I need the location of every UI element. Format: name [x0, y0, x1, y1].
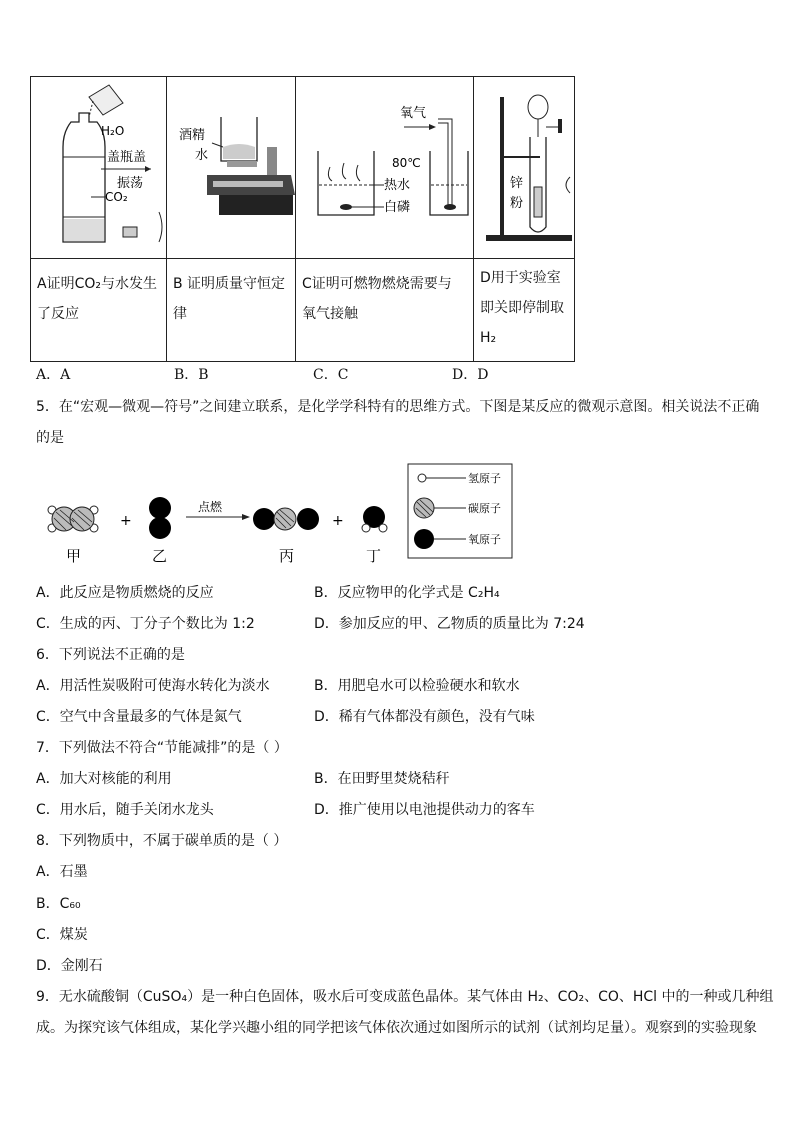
name-yi: 乙	[152, 547, 168, 565]
q4-figure-c	[296, 77, 474, 259]
q5-stem-line1: 5．在“宏观—微观—符号”之间建立联系，是化学学科特有的思维方式。下图是某反应的微观示意图。相关说法不正确	[36, 399, 760, 415]
hydrogen-generator-figure	[474, 77, 574, 254]
q6-option-d[interactable]: D．稀有气体都没有颜色，没有气味	[314, 709, 535, 725]
q4-figure-d	[474, 77, 575, 259]
q5-option-a[interactable]: A．此反应是物质燃烧的反应	[36, 585, 214, 601]
legend-oxygen: 氧原子	[468, 533, 501, 546]
q8-option-d[interactable]: D．金刚石	[36, 958, 103, 974]
label-white-phosphorus: 白磷	[384, 200, 411, 215]
label-oxygen: 氧气	[400, 106, 427, 121]
combustion-figure	[296, 77, 473, 254]
q8-option-a[interactable]: A．石墨	[36, 864, 88, 880]
co2-bottle-figure	[31, 77, 166, 254]
q4-figure-b	[167, 77, 296, 259]
label-water: 水	[195, 148, 209, 163]
q4-option-d[interactable]: D．D	[452, 367, 489, 383]
q5-option-d[interactable]: D．参加反应的甲、乙物质的质量比为 7:24	[314, 616, 585, 632]
q9-line1: 9．无水硫酸铜（CuSO₄）是一种白色固体，吸水后可变成蓝色晶体。某气体由 H₂、CO₂、CO、HCl 中的一种或几种组	[36, 989, 774, 1005]
q8-stem: 8．下列物质中，不属于碳单质的是（ ）	[36, 833, 288, 849]
q5-option-c[interactable]: C．生成的丙、丁分子个数比为 1:2	[36, 616, 255, 632]
q4-table	[30, 76, 575, 362]
label-zinc: 锌	[510, 176, 524, 191]
q7-option-b[interactable]: B．在田野里焚烧秸秆	[314, 771, 450, 787]
caption-a: A证明CO₂与水发生了反应	[37, 276, 157, 322]
q9-line2: 成。为探究该气体组成，某化学兴趣小组的同学把该气体依次通过如图所示的试剂（试剂均足量）。观察到的实验现象	[36, 1020, 757, 1036]
q7-option-a[interactable]: A．加大对核能的利用	[36, 771, 172, 787]
q7-stem: 7．下列做法不符合“节能减排”的是（ ）	[36, 740, 288, 756]
q4-figure-a	[31, 77, 167, 259]
label-h2o: H₂O	[101, 124, 125, 138]
plus-2: +	[332, 513, 344, 529]
balance-figure	[167, 77, 295, 254]
molecule-yi-atom-2	[149, 517, 171, 539]
plus-1: +	[120, 513, 132, 529]
caption-c: C证明可燃物燃烧需要与氧气接触	[302, 276, 452, 322]
q6-option-c[interactable]: C．空气中含量最多的气体是氮气	[36, 709, 242, 725]
label-hot-water: 热水	[384, 178, 411, 193]
name-bing: 丙	[279, 547, 295, 565]
label-powder: 粉	[510, 196, 524, 211]
q8-option-b[interactable]: B．C₆₀	[36, 896, 81, 912]
label-shake: 振荡	[117, 176, 144, 191]
q6-stem: 6．下列说法不正确的是	[36, 647, 185, 663]
q4-option-a[interactable]: A．A	[36, 367, 71, 383]
molecule-jia	[48, 506, 98, 532]
molecule-bing-o2	[297, 508, 319, 530]
q6-option-b[interactable]: B．用肥皂水可以检验硬水和软水	[314, 678, 520, 694]
label-alcohol: 酒精	[179, 128, 206, 143]
q5-option-b[interactable]: B．反应物甲的化学式是 C₂H₄	[314, 585, 500, 601]
q6-option-a[interactable]: A．用活性炭吸附可使海水转化为淡水	[36, 678, 270, 694]
q4-option-b[interactable]: B．B	[174, 367, 209, 383]
name-ding: 丁	[366, 547, 382, 565]
q4-option-c[interactable]: C．C	[313, 367, 349, 383]
legend	[408, 464, 512, 558]
arrow-label: 点燃	[198, 500, 223, 514]
q5-stem-line2: 的是	[36, 430, 64, 446]
q7-option-d[interactable]: D．推广使用以电池提供动力的客车	[314, 802, 535, 818]
label-co2: CO₂	[105, 190, 128, 204]
label-80c: 80℃	[392, 156, 421, 170]
q7-option-c[interactable]: C．用水后，随手关闭水龙头	[36, 802, 214, 818]
caption-d: D用于实验室即关即停制取H₂	[480, 270, 564, 346]
legend-carbon: 碳原子	[468, 502, 501, 515]
molecule-bing-o1	[253, 508, 275, 530]
label-cap: 盖瓶盖	[107, 150, 147, 165]
q8-option-c[interactable]: C．煤炭	[36, 927, 88, 943]
reaction-diagram	[36, 460, 516, 570]
name-jia: 甲	[66, 547, 82, 565]
caption-b: B 证明质量守恒定律	[173, 276, 286, 322]
molecule-yi-atom-1	[149, 497, 171, 519]
legend-hydrogen: 氢原子	[468, 472, 501, 485]
